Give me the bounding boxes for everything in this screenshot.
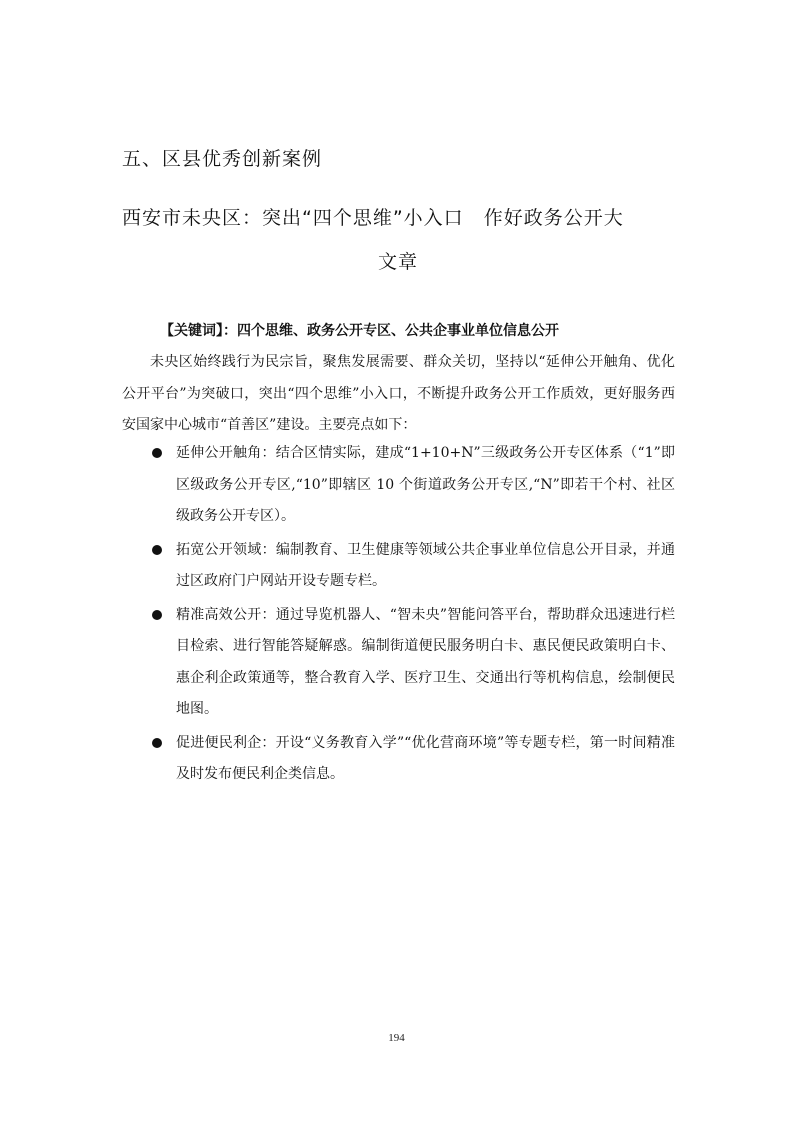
bullet-dot-icon: [152, 738, 162, 748]
highlight-item-convenience: [122, 728, 675, 791]
section-heading: 五、区县优秀创新案例: [122, 148, 323, 170]
highlight-item-extend-access: [122, 438, 675, 533]
highlight-item-text: 促进便民利企：开设“义务教育入学”“优化营商环境”等专题专栏，第一时间精准及时发布便民利企类信息。: [176, 734, 675, 782]
case-title: [122, 196, 674, 284]
highlight-item-text: 精准高效公开：通过导览机器人、“智未央”智能问答平台，帮助群众迅速进行栏目检索、进行智能答疑解惑。编制街道便民服务明白卡、惠民便民政策明白卡、惠企利企政策通等，整合教育入学、医疗卫生、交通出行等机构信息，绘制便民地图。: [176, 606, 675, 717]
highlight-item-text: 延伸公开触角：结合区情实际，建成“1+10+N”三级政务公开专区体系（“1”即区级政务公开专区,“10”即辖区 10 个街道政务公开专区,“N”即若干个村、社区级政务公开专区）。: [176, 445, 675, 524]
case-title-line-2: 文章: [377, 251, 418, 273]
page-number: 194: [388, 1032, 405, 1044]
intro-paragraph: 未央区始终践行为民宗旨，聚焦发展需要、群众关切，坚持以“延伸公开触角、优化公开平台”为突破口，突出“四个思维”小入口，不断提升政务公开工作质效，更好服务西安国家中心城市“首善区”建设。主要亮点如下：: [122, 354, 675, 433]
highlight-item-precise-disclosure: [122, 600, 675, 726]
highlight-item-text: 拓宽公开领域：编制教育、卫生健康等领域公共企事业单位信息公开目录，并通过区政府门户网站开设专题专栏。: [176, 541, 675, 589]
highlight-item-broaden-scope: [122, 535, 675, 598]
bullet-dot-icon: [152, 610, 162, 620]
bullet-dot-icon: [152, 545, 162, 555]
case-title-line-1: 西安市未央区：突出“四个思维”小入口 作好政务公开大: [122, 207, 624, 229]
bullet-dot-icon: [152, 448, 162, 458]
highlight-list: [122, 438, 675, 793]
keywords-line: 【关键词】：四个思维、政务公开专区、公共企事业单位信息公开: [160, 323, 559, 339]
